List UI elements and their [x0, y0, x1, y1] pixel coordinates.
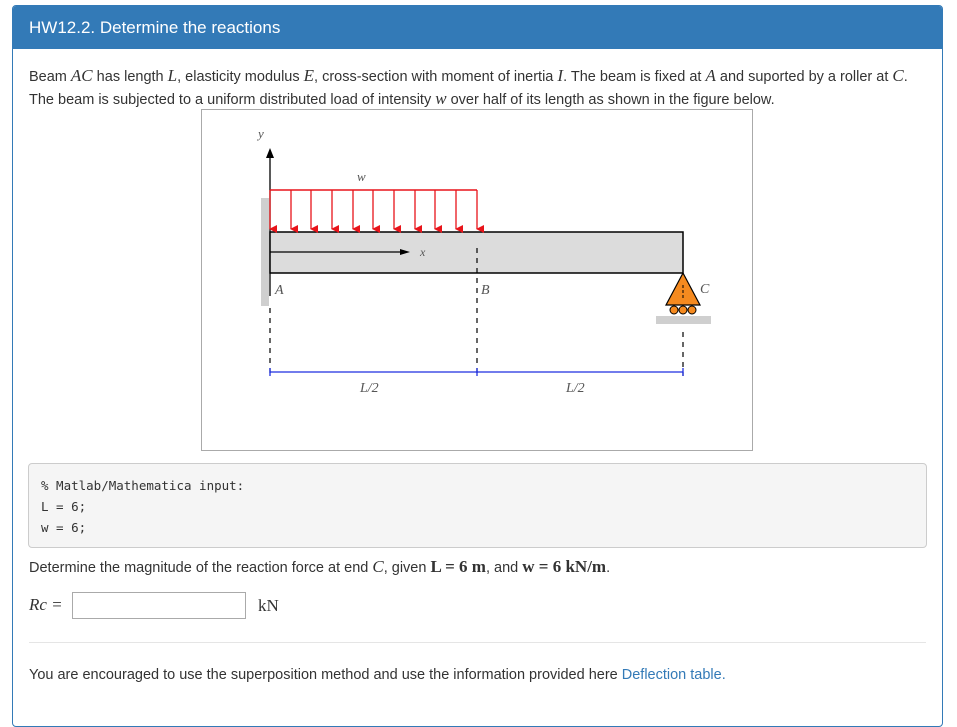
- load-arrows: [270, 190, 477, 229]
- hint-body: You are encouraged to use the superposition method and use the information provided here: [29, 667, 622, 683]
- code-line-L: L = 6;: [41, 499, 87, 514]
- roller-wheel: [679, 306, 687, 314]
- answer-input[interactable]: [72, 592, 246, 619]
- code-comment: % Matlab/Mathematica input:: [41, 478, 245, 493]
- problem-text: . The beam is subjected to a uniform distributed load of intensity: [29, 69, 908, 108]
- problem-statement: [29, 65, 929, 111]
- point-C-label: C: [700, 282, 710, 297]
- math-L: L: [167, 66, 178, 85]
- load-label: w: [357, 169, 366, 184]
- roller-support-triangle: [666, 273, 700, 305]
- y-axis-label: y: [258, 126, 264, 141]
- question-panel: [12, 5, 943, 727]
- math-I: I: [557, 66, 564, 85]
- math-AC: AC: [70, 66, 93, 85]
- question-part: , given: [383, 560, 431, 576]
- problem-text: and suported by a roller at: [715, 69, 893, 85]
- point-B-label: B: [481, 283, 490, 298]
- math-w: w: [435, 89, 447, 108]
- problem-text: Beam: [29, 69, 71, 85]
- problem-text: , cross-section with moment of inertia: [314, 69, 558, 85]
- dimension-label-left: L/2: [360, 381, 379, 396]
- question-text: [29, 557, 610, 577]
- ground-strip: [656, 316, 711, 324]
- math-L-value: L = 6 m: [430, 557, 486, 576]
- roller-wheel: [670, 306, 678, 314]
- roller-wheel: [688, 306, 696, 314]
- divider: [29, 642, 926, 643]
- math-C: C: [372, 557, 384, 576]
- problem-text: over half of its length as shown in the figure below.: [446, 92, 775, 108]
- y-axis-arrowhead: [266, 148, 274, 158]
- question-title: HW12.2. Determine the reactions: [29, 18, 281, 37]
- problem-text: . The beam is fixed at: [563, 69, 706, 85]
- problem-text: , elasticity modulus: [177, 69, 304, 85]
- question-part: Determine the magnitude of the reaction force at end: [29, 560, 373, 576]
- answer-label: Rc =: [29, 595, 63, 614]
- math-E: E: [303, 66, 315, 85]
- math-A: A: [705, 66, 716, 85]
- panel-heading: [13, 6, 942, 49]
- dimension-label-right: L/2: [566, 381, 585, 396]
- math-w-value: w = 6 kN/m: [522, 557, 607, 576]
- fixed-wall: [261, 198, 269, 306]
- x-axis-label: x: [420, 245, 426, 259]
- hint-text: [29, 667, 726, 683]
- question-part: .: [606, 560, 611, 576]
- math-C: C: [892, 66, 904, 85]
- answer-unit: kN: [258, 596, 279, 615]
- point-A-label: A: [275, 283, 284, 298]
- deflection-table-link[interactable]: Deflection table.: [621, 667, 726, 683]
- problem-text: has length: [92, 69, 168, 85]
- code-block: [28, 463, 927, 548]
- code-line-w: w = 6;: [41, 520, 87, 535]
- question-part: , and: [485, 560, 523, 576]
- beam-diagram: [202, 110, 752, 450]
- beam-figure: [201, 109, 753, 451]
